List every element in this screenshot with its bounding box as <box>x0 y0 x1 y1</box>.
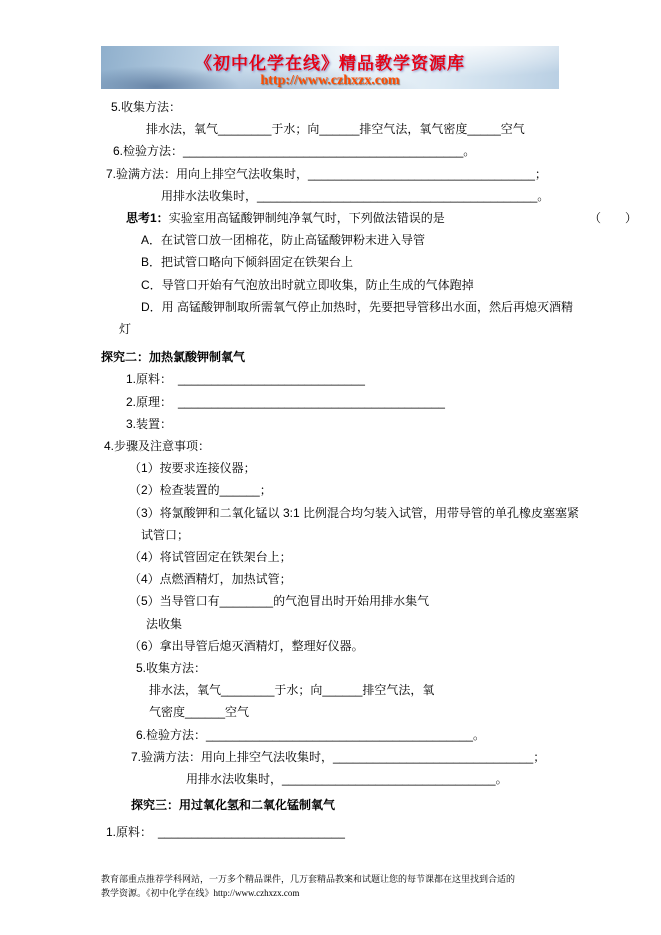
think1-question: 实验室用高锰酸钾制纯净氧气时，下列做法错误的是 <box>168 211 445 226</box>
line-think1 <box>126 207 661 229</box>
worksheet-body <box>101 96 661 843</box>
line-option-d-continued: 灯 <box>119 322 132 337</box>
think1-label: 思考1： <box>126 211 169 226</box>
line-raw-material-3: 1.原料： ____________________________ <box>106 824 345 839</box>
line-step-4: （4）将试管固定在铁架台上； <box>129 550 292 565</box>
line-option-b: B．把试管口略向下倾斜固定在铁架台上 <box>141 255 354 270</box>
line-collection-method-detail-2: 排水法，氧气________于水；向______排空气法，氧 <box>149 683 435 698</box>
line-step-3-continued: 试管口； <box>141 527 190 542</box>
line-step-2: （2）检查装置的______； <box>129 483 272 498</box>
line-device: 3.装置： <box>126 416 173 431</box>
line-full-test-2: 7.验满方法：用向上排空气法收集时，______________________________； <box>131 749 546 764</box>
line-step-1: （1）按要求连接仪器； <box>129 461 256 476</box>
line-option-c: C．导管口开始有气泡放出时就立即收集，防止生成的气体跑掉 <box>141 277 474 292</box>
footer-line2 <box>101 886 571 900</box>
line-collection-method-detail-2b: 气密度______空气 <box>149 705 250 720</box>
line-raw-material: 1.原料： ____________________________ <box>126 372 365 387</box>
line-full-test-continued: 用排水法收集时，__________________________________________。 <box>161 188 550 203</box>
line-option-d: D．用 高锰酸钾制取所需氧气停止加热时，先要把导管移出水面，然后再熄灭酒精 <box>141 299 574 314</box>
footer-line1: 教育部重点推荐学科网站，一万多个精品课件，几万套精品教案和试题让您的每节课都在这里找到合适的 <box>101 874 516 884</box>
line-collection-method-heading: 5.收集方法： <box>111 100 182 114</box>
line-step-3: （3）将氯酸钾和二氧化锰以 3:1 比例混合均匀装入试管，用带导管的单孔橡皮塞塞紧 <box>129 505 580 520</box>
line-step-5: （4）点燃酒精灯，加热试管； <box>129 572 292 587</box>
line-step-6: （5）当导管口有________的气泡冒出时开始用排水集气 <box>129 594 430 609</box>
line-check-method: 6.检验方法：__________________________________________。 <box>113 144 476 159</box>
think1-answer-bracket: （ ） <box>588 211 637 226</box>
line-full-test-2-continued: 用排水法收集时，________________________________。 <box>186 772 508 787</box>
footer-note <box>101 872 571 900</box>
footer-url: http://www.czhxzx.com <box>213 888 300 898</box>
line-step-7: （6）拿出导管后熄灭酒精灯，整理好仪器。 <box>129 638 364 653</box>
line-collection-method-detail: 排水法，氧气________于水；向______排空气法，氧气密度_____空气 <box>146 122 525 137</box>
section2-title: 探究二：加热氯酸钾制氧气 <box>101 350 246 365</box>
footer-line2-text: 教学资源。《初中化学在线》 <box>101 888 214 898</box>
line-steps-heading: 4.步骤及注意事项： <box>104 439 211 454</box>
section3-title: 探究三：用过氧化氢和二氧化锰制氧气 <box>131 798 336 813</box>
banner-title: 《初中化学在线》精品教学资源库 <box>195 54 465 73</box>
line-check-method-2: 6.检验方法：________________________________________。 <box>136 727 485 742</box>
line-full-test: 7.验满方法：用向上排空气法收集时，__________________________________； <box>106 166 547 181</box>
banner-url-link[interactable]: http://www.czhxzx.com <box>260 73 400 88</box>
line-option-a: A．在试管口放一团棉花，防止高锰酸钾粉末进入导管 <box>141 233 426 248</box>
line-principle: 2.原理： ________________________________________ <box>126 394 445 409</box>
line-step-6-continued: 法收集 <box>146 616 183 631</box>
line-collection-method-heading-2: 5.收集方法： <box>136 661 207 676</box>
site-banner <box>101 46 559 89</box>
